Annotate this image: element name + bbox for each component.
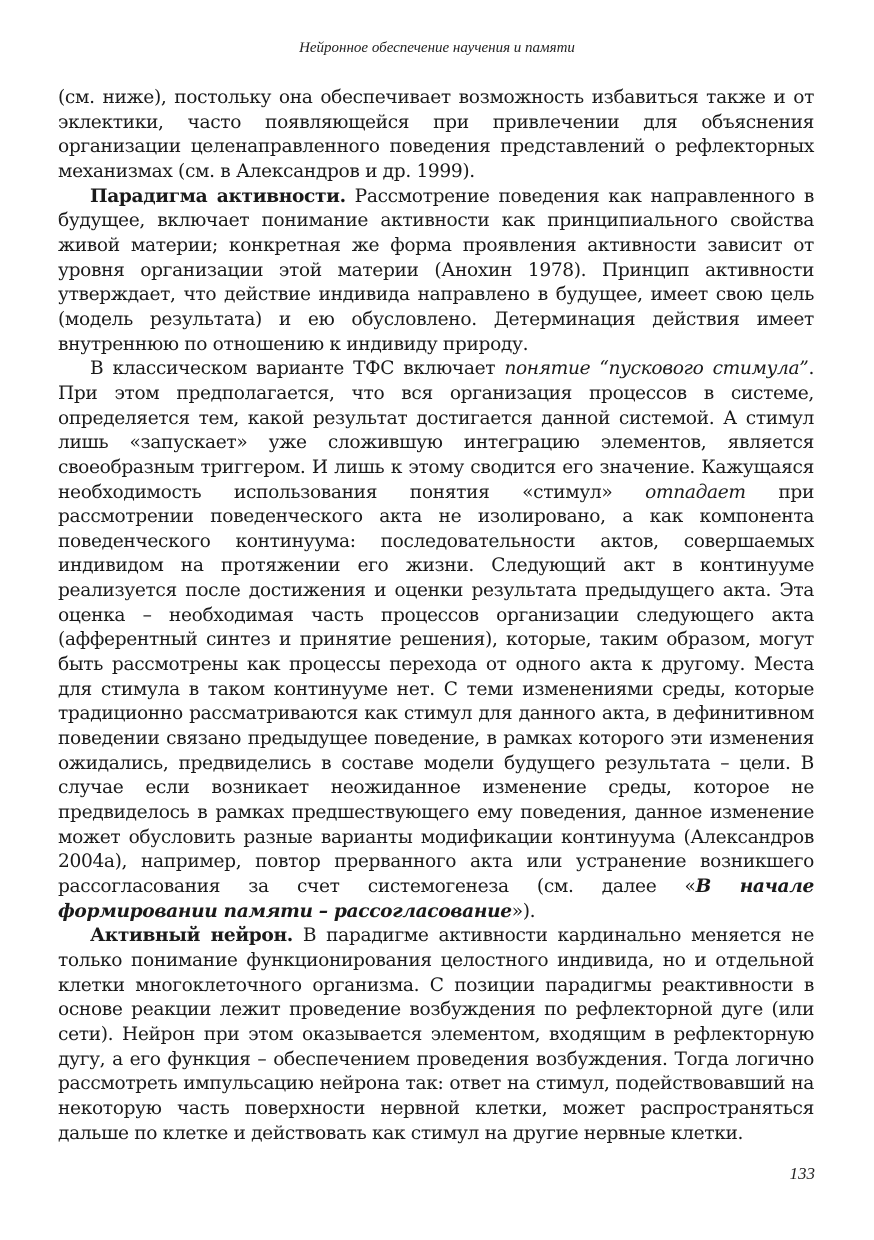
paragraph-4-lead: Активный нейрон.	[90, 925, 293, 947]
paragraph-4	[58, 924, 814, 1146]
paragraph-3	[58, 357, 814, 924]
body-text	[58, 86, 814, 1146]
running-header: Нейронное обеспечение научения и памяти	[299, 40, 575, 56]
paragraph-3-text-4: »).	[511, 900, 536, 922]
paragraph-1	[58, 86, 814, 185]
paragraph-3-bold-italic: В начале формировании памяти – рассогласование	[58, 876, 814, 922]
paragraph-3-italic-1: понятие “пускового стимула”	[504, 358, 809, 380]
paragraph-2-lead: Парадигма активности.	[90, 185, 346, 207]
paragraph-3-text-1: В классическом варианте ТФС включает	[90, 358, 505, 380]
paragraph-3-text-3: при рассмотрении поведенческого акта не изолировано, а как компонента поведенческого континуума: последовательности актов, совершаемых индивидом на протяжении его жизни. Следующий акт в континууме реализуется после достижения и оценки результата предыдущего акта. Эта оценка – необходимая часть процессов организации следующего акта (афферентный синтез и принятие решения), которые, таким образом, могут быть рассмотрены как процессы перехода от одного акта к другому. Места для стимула в таком континууме нет. С теми изменениями среды, которые традиционно рассматриваются как стимул для данного акта, в дефинитивном поведении связано предыдущее поведение, в рамках которого эти изменения ожидались, предвиделись в составе модели будущего результата – цели. В случае если возникает неожиданное изменение среды, которое не предвиделось в рамках предшествующего ему поведения, данное изменение может обусловить разные варианты модификации континуума (Александров 2004а), например, повтор прерванного акта или устранение возникшего рассогласования за счет системогенеза (см. далее «	[58, 481, 815, 897]
paragraph-4-text: В парадигме активности кардинально меняется не только понимание функционирования целостного индивида, но и отдельной клетки многоклеточного организма. С позиции парадигмы реактивности в основе реакции лежит проведение возбуждения по рефлекторной дуге (или сети). Нейрон при этом оказывается элементом, входящим в рефлекторную дугу, а его функция – обеспечением проведения возбуждения. Тогда логично рассмотреть импульсацию нейрона так: ответ на стимул, подействовавший на некоторую часть поверхности нервной клетки, может распространяться дальше по клетке и действовать как стимул на другие нервные клетки.	[58, 925, 814, 1144]
paragraph-3-text-2: . При этом предполагается, что вся организация процессов в системе, определяется тем, какой результат достигается данной системой. А стимул лишь «запускает» уже сложившую интеграцию элементов, является своеобразным триггером. И лишь к этому сводится его значение. Кажущаяся необходимость использования понятия «стимул»	[58, 358, 814, 503]
paragraph-3-italic-2: отпадает	[645, 481, 746, 503]
page-number: 133	[789, 1164, 815, 1183]
paragraph-2-text: Рассмотрение поведения как направленного в будущее, включает понимание активности как принципиального свойства живой материи; конкретная же форма проявления активности зависит от уровня организации этой материи (Анохин 1978). Принцип активности утверждает, что действие индивида направлено в будущее, имеет свою цель (модель результата) и ею обусловлено. Детерминация действия имеет внутреннюю по отношению к индивиду природу.	[58, 185, 814, 355]
paragraph-2	[58, 185, 814, 358]
paragraph-1-text: (см. ниже), постольку она обеспечивает возможность избавиться также и от эклектики, часто появляющейся при привлечении для объяснения организации целенаправленного поведения представлений о рефлекторных механизмах (см. в Александров и др. 1999).	[58, 87, 814, 182]
